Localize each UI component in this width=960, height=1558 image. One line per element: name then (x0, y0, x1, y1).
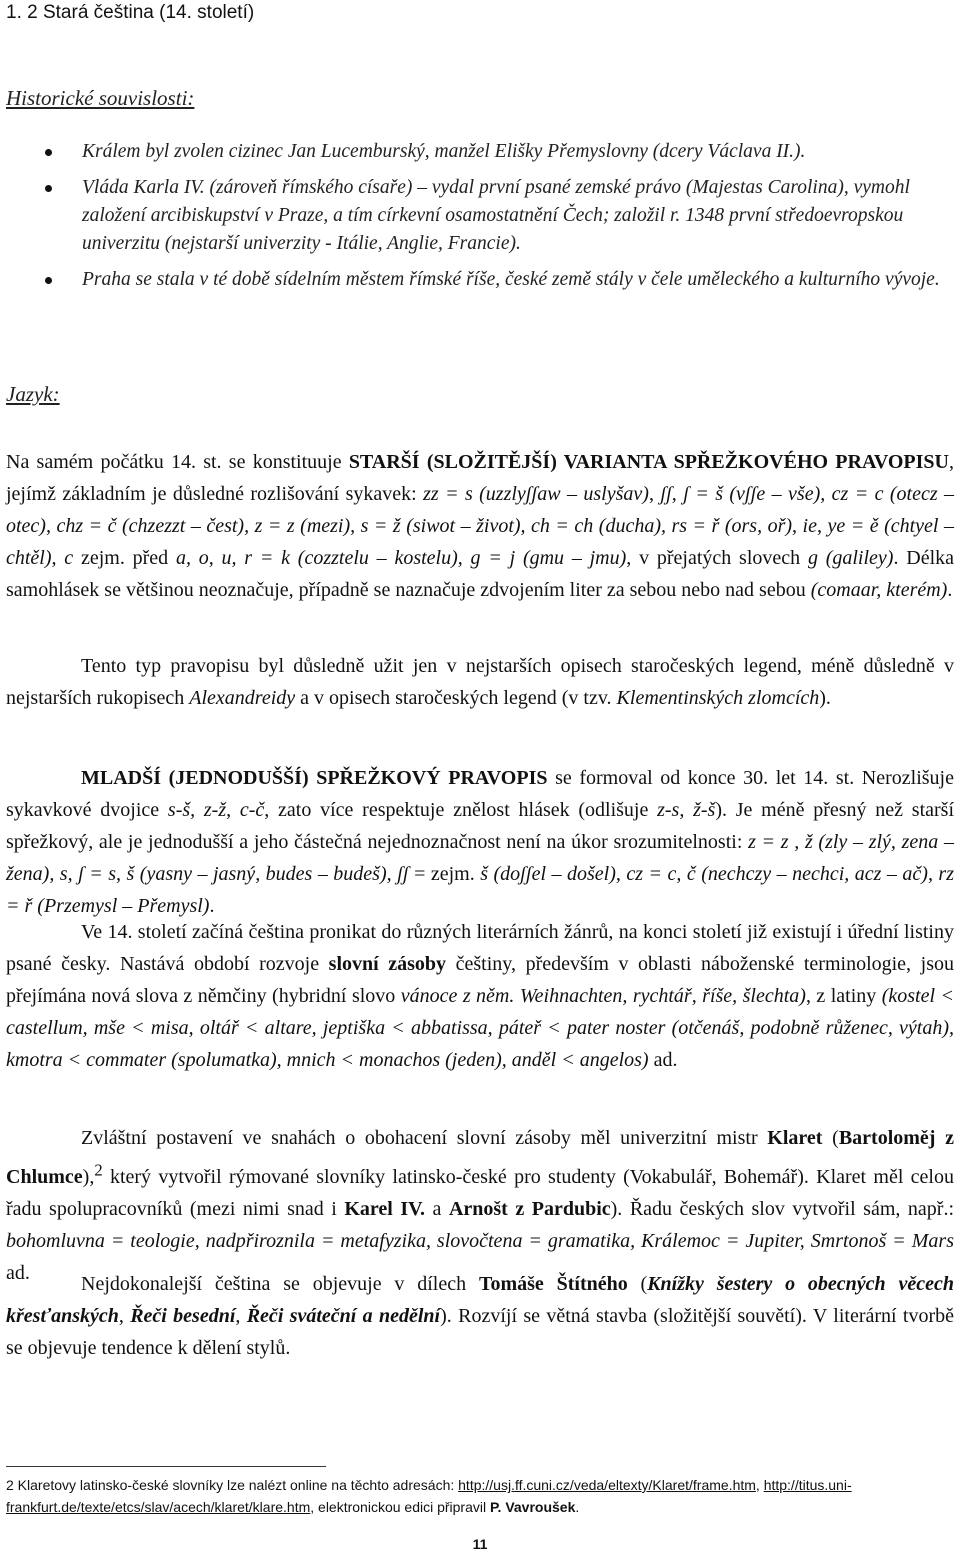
language-title: Jazyk: (6, 382, 60, 406)
footnote-number: 2 (6, 1477, 14, 1493)
paragraph-older-orthography: Na samém počátku 14. st. se konstituuje STARŠÍ (SLOŽITĚJŠÍ) VARIANTA SPŘEŽKOVÉHO PRAVOPISU, jejímž základním je důsledné rozlišování sykavek: zz = s (uzzlyʃʃaw – uslyšav), ʃʃ, ʃ = š (vʃʃe – vše), cz = c (otecz – otec), chz = č (chzezzt – čest), z = z (mezi), s = ž (siwot – život), ch = ch (ducha), rs = ř (ors, oř), ie, ye = ě (chtyel – chtěl), c zejm. před a, o, u, r = k (cozztelu – kostelu), g = j (gmu – jmu), v přejatých slovech g (galiley). Délka samohlásek se většinou neoznačuje, případně se naznačuje zdvojením liter za sebou nebo nad sebou (comaar, kterém). (6, 451, 955, 601)
paragraph-text: MLADŠÍ (JEDNODUŠŠÍ) SPŘEŽKOVÝ PRAVOPIS se formoval od konce 30. let 14. st. Nerozlišuje sykavkové dvojice s-š, z-ž, c-č, zato více respektuje znělost hlásek (odlišuje z-s, ž-š). Je méně přesný než starší spřežkový, ale je jednodušší a jeho částečná nejednoznačnost není na úkor srozumitelnosti: z = z , ž (zly – zlý, zena – žena), s, ʃ = s, š (yasny – jasný, budes – budeš), ʃʃ = zejm. š (doʃʃel – došel), cz = c, č (nechczy – nechci, acz – ač), rz = ř (Przemysl – Přemysl). (6, 767, 955, 917)
historical-context-list (0, 138, 955, 302)
footnote (6, 1474, 954, 1518)
paragraph-vocabulary (6, 916, 954, 1076)
paragraph-stitny (6, 1268, 954, 1364)
paragraph-klaret (6, 1122, 954, 1289)
list-item: Praha se stala v té době sídelním městem římské říše, české země stály v čele uměleckého a kulturního vývoje. (0, 266, 955, 294)
footnote-separator: , (755, 1477, 764, 1493)
footnote-link-ff-cuni[interactable]: http://usj.ff.cuni.cz/veda/eltexty/Klaret/frame.htm (458, 1477, 756, 1493)
footnote-author: P. Vavroušek (490, 1499, 576, 1515)
paragraph-text: Zvláštní postavení ve snahách o obohacení slovní zásoby měl univerzitní mistr Klaret (Bartoloměj z Chlumce),$^2$ který vytvořil rýmované slovníky latinsko-české pro studenty (Vokabulář, Bohemář). Klaret měl celou řadu spolupracovníků (mezi nimi snad i Karel IV. a Arnošt z Pardubic). Řadu českých slov vytvořil sám, např.: bohomluvna = teologie, nadpřiroznila = metafyzika, slovočtena = gramatika, Králemoc = Jupiter, Smrtonoš = Mars ad. (6, 1127, 954, 1284)
historical-context-title: Historické souvislosti: (6, 86, 195, 110)
paragraph-younger-orthography (6, 762, 954, 922)
paragraph-text: Tento typ pravopisu byl důsledně užit jen v nejstarších opisech staročeských legend, méně důsledně v nejstarších rukopisech Alexandreidy a v opisech staročeských legend (v tzv. Klementinských zlomcích). (6, 655, 954, 709)
footnote-end: . (575, 1499, 580, 1515)
list-item: Vláda Karla IV. (zároveň římského císaře) – vydal první psané zemské právo (Majestas Carolina), vymohl založení arcibiskupství v Praze, a tím církevní osamostatnění Čech; založil r. 1348 první středoevropskou univerzitu (nejstarší univerzity - Itálie, Anglie, Francie). (0, 174, 955, 258)
paragraph-text: Nejdokonalejší čeština se objevuje v dílech Tomáše Štítného (Knížky šestery o obecných věcech křesťanských, Řeči besední, Řeči sváteční a nedělní). Rozvíjí se větná stavba (složitější souvětí). V literární tvorbě se objevuje tendence k dělení stylů. (6, 1273, 954, 1359)
paragraph-legends (6, 650, 954, 714)
paragraph-text: Ve 14. století začíná čeština pronikat do různých literárních žánrů, na konci století již existují i úřední listiny psané česky. Nastává období rozvoje slovní zásoby češtiny, především v oblasti náboženské terminologie, jsou přejímána nová slova z němčiny (hybridní slovo vánoce z něm. Weihnachten, rychtář, říše, šlechta), z latiny (kostel < castellum, mše < misa, oltář < altare, jeptiška < abbatissa, páteř < pater noster (otčenáš, podobně růženec, výtah), kmotra < commater (spolumatka), mnich < monachos (jeden), anděl < angelos) ad. (6, 921, 954, 1071)
footnote-text-after: , elektronickou edici připravil (310, 1499, 490, 1515)
footnote-divider (6, 1466, 326, 1467)
list-item: Králem byl zvolen cizinec Jan Lucemburský, manžel Elišky Přemyslovny (dcery Václava II.). (0, 138, 955, 166)
page-number: 11 (472, 1536, 488, 1552)
footnote-text: Klaretovy latinsko-české slovníky lze nalézt online na těchto adresách: (13, 1477, 459, 1493)
footnote-link-uni-frankfurt[interactable]: http://titus.uni-frankfurt.de/texte/etcs/slav/acech/klaret/klare.htm (6, 1477, 852, 1515)
section-heading: 1. 2 Stará čeština (14. století) (6, 2, 255, 23)
